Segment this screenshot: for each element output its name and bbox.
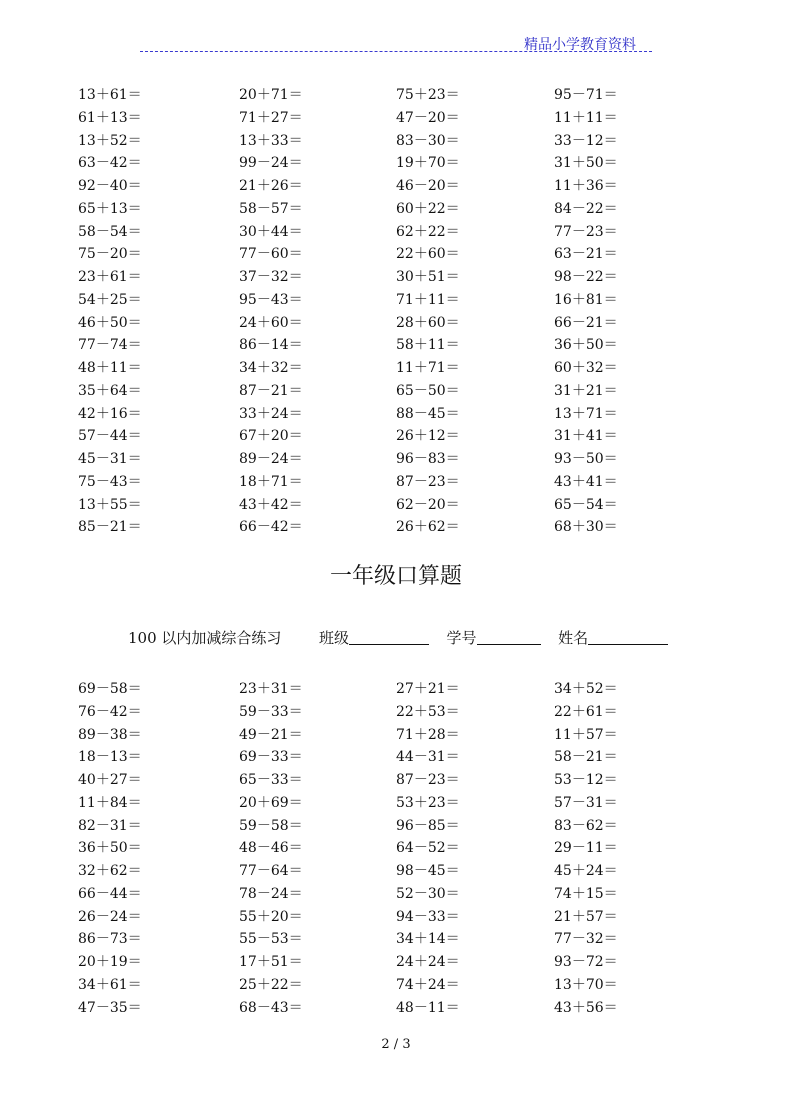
problem-row bbox=[0, 701, 792, 724]
problem-item: 47－35＝ bbox=[78, 999, 142, 1016]
name-label: 姓名 bbox=[558, 629, 589, 647]
problem-row bbox=[0, 175, 792, 198]
problem-item: 21＋57＝ bbox=[554, 908, 618, 925]
problem-item: 65－33＝ bbox=[239, 772, 303, 788]
problem-row bbox=[0, 403, 792, 426]
problem-grid-bottom bbox=[0, 678, 792, 1019]
problem-item: 87－23＝ bbox=[396, 772, 460, 788]
problem-item: 61＋13＝ bbox=[78, 109, 142, 126]
problem-item: 13＋33＝ bbox=[239, 132, 303, 149]
problem-item: 32＋62＝ bbox=[78, 863, 142, 879]
problem-item: 27＋21＝ bbox=[396, 681, 460, 697]
problem-item: 63－21＝ bbox=[554, 246, 618, 263]
problem-item: 75＋23＝ bbox=[396, 87, 460, 103]
problem-item: 75－20＝ bbox=[78, 246, 142, 263]
page-title: 一年级口算题 bbox=[329, 564, 462, 589]
problem-item: 68－43＝ bbox=[239, 999, 303, 1016]
problem-item: 43＋42＝ bbox=[239, 496, 303, 513]
problem-item: 84－22＝ bbox=[554, 200, 618, 217]
problem-item: 13＋70＝ bbox=[554, 976, 618, 993]
problem-item: 96－85＝ bbox=[396, 817, 460, 834]
problem-item: 98－22＝ bbox=[554, 269, 618, 285]
problem-item: 77－60＝ bbox=[239, 246, 303, 263]
problem-item: 60＋22＝ bbox=[396, 200, 460, 217]
problem-item: 18＋71＝ bbox=[239, 473, 303, 490]
problem-item: 77－64＝ bbox=[239, 863, 303, 879]
problem-item: 71＋28＝ bbox=[396, 726, 460, 743]
problem-item: 20＋19＝ bbox=[78, 954, 142, 970]
problem-item: 64－52＝ bbox=[396, 840, 460, 857]
student-number-blank[interactable] bbox=[477, 628, 541, 645]
problem-item: 22＋53＝ bbox=[396, 703, 460, 720]
problem-row bbox=[0, 334, 792, 357]
problem-item: 66－42＝ bbox=[239, 519, 303, 536]
problem-item: 87－21＝ bbox=[239, 382, 303, 399]
problem-item: 31＋21＝ bbox=[554, 382, 618, 399]
problem-item: 57－44＝ bbox=[78, 428, 142, 445]
problem-item: 46＋50＝ bbox=[78, 314, 142, 331]
problem-item: 59－58＝ bbox=[239, 817, 303, 834]
problem-row bbox=[0, 84, 792, 107]
problem-item: 48－46＝ bbox=[239, 840, 303, 857]
problem-item: 36＋50＝ bbox=[554, 337, 618, 354]
problem-item: 44－31＝ bbox=[396, 749, 460, 766]
problem-item: 35＋64＝ bbox=[78, 382, 142, 399]
problem-item: 34＋61＝ bbox=[78, 976, 142, 993]
problem-item: 89－24＝ bbox=[239, 451, 303, 467]
problem-row bbox=[0, 425, 792, 448]
problem-item: 23＋61＝ bbox=[78, 269, 142, 285]
problem-item: 25＋22＝ bbox=[239, 976, 303, 993]
problem-item: 92－40＝ bbox=[78, 178, 142, 194]
problem-item: 77－23＝ bbox=[554, 223, 618, 240]
problem-item: 85－21＝ bbox=[78, 519, 142, 536]
problem-item: 24＋60＝ bbox=[239, 314, 303, 331]
problem-item: 66－44＝ bbox=[78, 885, 142, 902]
problem-item: 34＋14＝ bbox=[396, 931, 460, 948]
problem-item: 40＋27＝ bbox=[78, 772, 142, 788]
problem-item: 65－50＝ bbox=[396, 382, 460, 399]
problem-item: 33＋24＝ bbox=[239, 405, 303, 422]
problem-item: 49－21＝ bbox=[239, 726, 303, 743]
problem-item: 83－30＝ bbox=[396, 132, 460, 149]
problem-item: 31＋50＝ bbox=[554, 155, 618, 172]
problem-item: 43＋56＝ bbox=[554, 999, 618, 1016]
problem-row bbox=[0, 312, 792, 335]
problem-item: 26＋62＝ bbox=[396, 519, 460, 536]
problem-row bbox=[0, 928, 792, 951]
problem-row bbox=[0, 107, 792, 130]
problem-row bbox=[0, 357, 792, 380]
problem-item: 43＋41＝ bbox=[554, 473, 618, 490]
problem-item: 33－12＝ bbox=[554, 132, 618, 149]
practice-label: 100 以内加减综合练习 bbox=[128, 629, 282, 647]
problem-item: 75－43＝ bbox=[78, 473, 142, 490]
problem-item: 67＋20＝ bbox=[239, 428, 303, 445]
problem-item: 69－58＝ bbox=[78, 681, 142, 697]
problem-row bbox=[0, 815, 792, 838]
problem-item: 55＋20＝ bbox=[239, 908, 303, 925]
student-number-label: 学号 bbox=[446, 629, 477, 647]
problem-item: 95－71＝ bbox=[554, 87, 618, 103]
problem-item: 42＋16＝ bbox=[78, 405, 142, 422]
problem-item: 45－31＝ bbox=[78, 451, 142, 467]
problem-item: 74＋15＝ bbox=[554, 885, 618, 902]
problem-item: 26＋12＝ bbox=[396, 428, 460, 445]
problem-item: 66－21＝ bbox=[554, 314, 618, 331]
header-text: 精品小学教育资料 bbox=[524, 37, 636, 53]
problem-item: 28＋60＝ bbox=[396, 314, 460, 331]
problem-item: 94－33＝ bbox=[396, 908, 460, 925]
problem-item: 78－24＝ bbox=[239, 885, 303, 902]
problem-row bbox=[0, 724, 792, 747]
class-blank[interactable] bbox=[349, 628, 429, 645]
problem-item: 37－32＝ bbox=[239, 269, 303, 285]
problem-item: 19＋70＝ bbox=[396, 155, 460, 172]
problem-item: 13＋55＝ bbox=[78, 496, 142, 513]
problem-item: 86－73＝ bbox=[78, 931, 142, 948]
problem-row bbox=[0, 152, 792, 175]
problem-row bbox=[0, 997, 792, 1020]
problem-item: 52－30＝ bbox=[396, 885, 460, 902]
problem-item: 86－14＝ bbox=[239, 337, 303, 354]
problem-item: 69－33＝ bbox=[239, 749, 303, 766]
problem-item: 77－32＝ bbox=[554, 931, 618, 948]
page-number: 2 / 3 bbox=[381, 1037, 411, 1052]
problem-item: 53＋23＝ bbox=[396, 794, 460, 811]
problem-item: 83－62＝ bbox=[554, 817, 618, 834]
problem-item: 93－50＝ bbox=[554, 451, 618, 467]
problem-item: 22＋60＝ bbox=[396, 246, 460, 263]
problem-row bbox=[0, 266, 792, 289]
problem-item: 98－45＝ bbox=[396, 863, 460, 879]
problem-item: 17＋51＝ bbox=[239, 954, 303, 970]
problem-item: 13＋52＝ bbox=[78, 132, 142, 149]
problem-row bbox=[0, 883, 792, 906]
problem-item: 96－83＝ bbox=[396, 451, 460, 467]
problem-row bbox=[0, 860, 792, 883]
problem-row bbox=[0, 130, 792, 153]
problem-item: 23＋31＝ bbox=[239, 681, 303, 697]
problem-item: 59－33＝ bbox=[239, 703, 303, 720]
problem-item: 58－54＝ bbox=[78, 223, 142, 240]
problem-item: 48＋11＝ bbox=[78, 360, 142, 376]
problem-item: 22＋61＝ bbox=[554, 703, 618, 720]
problem-row bbox=[0, 221, 792, 244]
problem-row bbox=[0, 448, 792, 471]
problem-item: 46－20＝ bbox=[396, 178, 460, 194]
problem-row bbox=[0, 792, 792, 815]
problem-item: 71＋27＝ bbox=[239, 109, 303, 126]
problem-item: 99－24＝ bbox=[239, 155, 303, 172]
problem-item: 24＋24＝ bbox=[396, 954, 460, 970]
problem-item: 11＋84＝ bbox=[78, 794, 142, 811]
problem-row bbox=[0, 516, 792, 539]
problem-row bbox=[0, 837, 792, 860]
problem-item: 76－42＝ bbox=[78, 703, 142, 720]
problem-item: 47－20＝ bbox=[396, 109, 460, 126]
problem-row bbox=[0, 746, 792, 769]
problem-item: 26－24＝ bbox=[78, 908, 142, 925]
problem-row bbox=[0, 974, 792, 997]
problem-item: 95－43＝ bbox=[239, 291, 303, 308]
problem-item: 36＋50＝ bbox=[78, 840, 142, 857]
problem-item: 29－11＝ bbox=[554, 840, 618, 857]
problem-item: 63－42＝ bbox=[78, 155, 142, 172]
problem-item: 31＋41＝ bbox=[554, 428, 618, 445]
problem-item: 62＋22＝ bbox=[396, 223, 460, 240]
problem-row bbox=[0, 906, 792, 929]
problem-item: 11＋36＝ bbox=[554, 178, 618, 194]
problem-item: 30＋51＝ bbox=[396, 269, 460, 285]
problem-row bbox=[0, 198, 792, 221]
problem-item: 18－13＝ bbox=[78, 749, 142, 766]
problem-item: 20＋71＝ bbox=[239, 87, 303, 103]
problem-item: 57－31＝ bbox=[554, 794, 618, 811]
problem-item: 21＋26＝ bbox=[239, 178, 303, 194]
problem-row bbox=[0, 289, 792, 312]
problem-item: 77－74＝ bbox=[78, 337, 142, 354]
problem-item: 65－54＝ bbox=[554, 496, 618, 513]
problem-item: 58－21＝ bbox=[554, 749, 618, 766]
problem-item: 58＋11＝ bbox=[396, 337, 460, 354]
problem-row bbox=[0, 471, 792, 494]
problem-item: 68＋30＝ bbox=[554, 519, 618, 536]
problem-row bbox=[0, 494, 792, 517]
problem-item: 53－12＝ bbox=[554, 772, 618, 788]
class-label: 班级 bbox=[318, 629, 349, 647]
problem-item: 13＋71＝ bbox=[554, 405, 618, 422]
problem-item: 89－38＝ bbox=[78, 726, 142, 743]
problem-item: 13＋61＝ bbox=[78, 87, 142, 103]
problem-item: 34＋32＝ bbox=[239, 360, 303, 376]
problem-item: 11＋57＝ bbox=[554, 726, 618, 743]
problem-item: 30＋44＝ bbox=[239, 223, 303, 240]
problem-item: 74＋24＝ bbox=[396, 976, 460, 993]
problem-item: 82－31＝ bbox=[78, 817, 142, 834]
problem-row bbox=[0, 243, 792, 266]
problem-item: 60＋32＝ bbox=[554, 360, 618, 376]
problem-item: 11＋71＝ bbox=[396, 360, 460, 376]
problem-item: 93－72＝ bbox=[554, 954, 618, 970]
problem-item: 65＋13＝ bbox=[78, 200, 142, 217]
problem-item: 87－23＝ bbox=[396, 473, 460, 490]
problem-item: 34＋52＝ bbox=[554, 681, 618, 697]
problem-row bbox=[0, 951, 792, 974]
problem-item: 48－11＝ bbox=[396, 999, 460, 1016]
problem-row bbox=[0, 769, 792, 792]
problem-item: 55－53＝ bbox=[239, 931, 303, 948]
worksheet-subtitle bbox=[128, 626, 668, 650]
problem-item: 62－20＝ bbox=[396, 496, 460, 513]
problem-item: 58－57＝ bbox=[239, 200, 303, 217]
problem-row bbox=[0, 380, 792, 403]
problem-item: 45＋24＝ bbox=[554, 863, 618, 879]
problem-item: 88－45＝ bbox=[396, 405, 460, 422]
problem-grid-top bbox=[0, 84, 792, 539]
problem-item: 11＋11＝ bbox=[554, 109, 618, 126]
name-blank[interactable] bbox=[588, 628, 668, 645]
problem-item: 54＋25＝ bbox=[78, 291, 142, 308]
problem-item: 71＋11＝ bbox=[396, 291, 460, 308]
problem-item: 16＋81＝ bbox=[554, 291, 618, 308]
problem-item: 20＋69＝ bbox=[239, 794, 303, 811]
problem-row bbox=[0, 678, 792, 701]
